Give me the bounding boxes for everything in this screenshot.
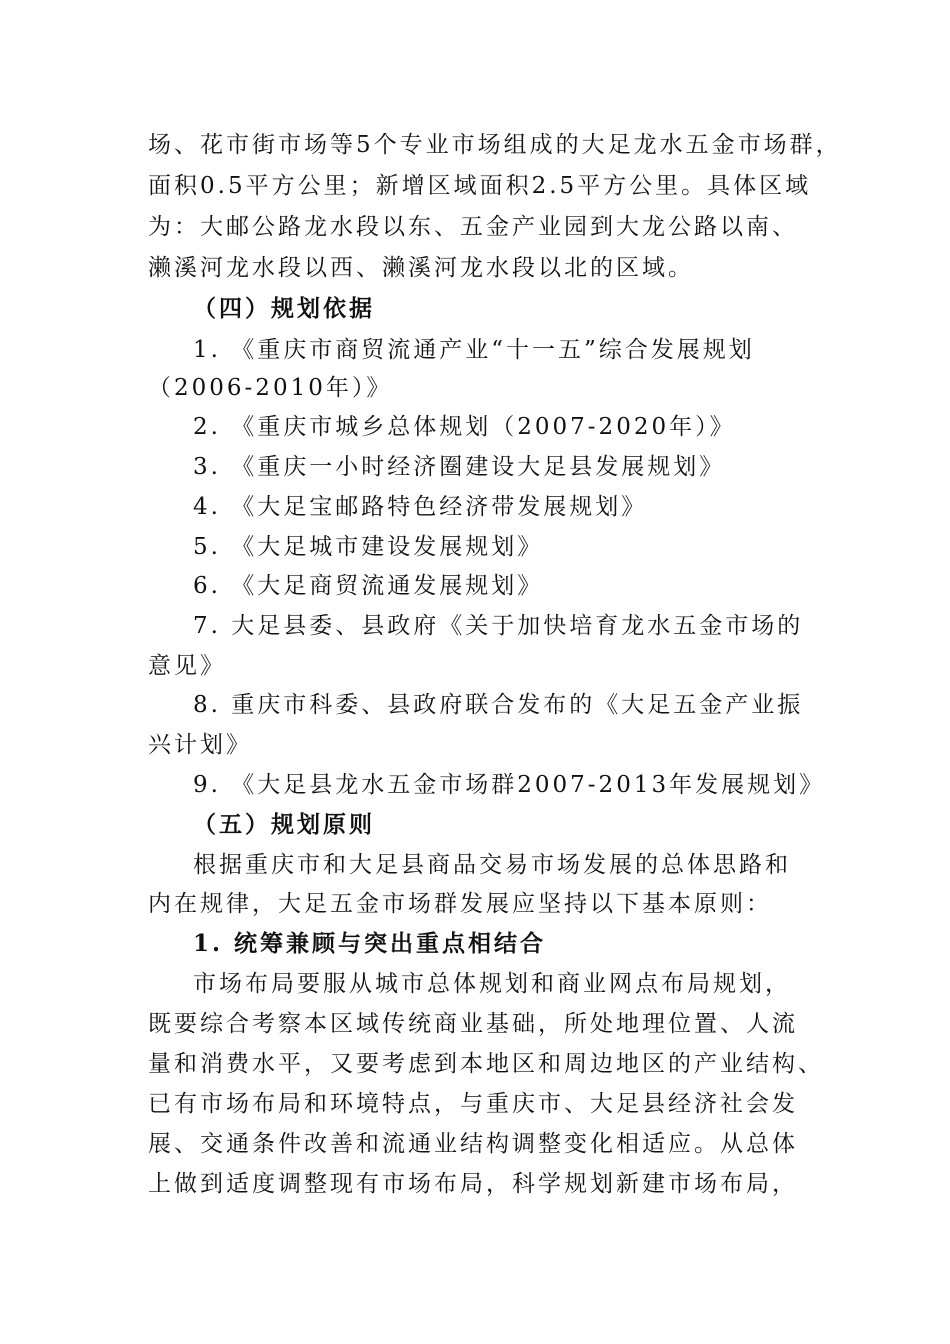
- paragraph-line: 上做到适度调整现有市场布局，科学规划新建市场布局，: [148, 1171, 798, 1197]
- list-item: 4. 《大足宝邮路特色经济带发展规划》: [193, 494, 648, 520]
- list-item: 7. 大足县委、县政府《关于加快培育龙水五金市场的: [193, 613, 804, 639]
- paragraph-line: 展、交通条件改善和流通业结构调整变化相适应。从总体: [148, 1131, 798, 1157]
- paragraph-line: 场、花市街市场等5个专业市场组成的大足龙水五金市场群，: [148, 132, 842, 158]
- paragraph-line: 量和消费水平，又要考虑到本地区和周边地区的产业结构、: [148, 1051, 824, 1077]
- list-item-continuation: 兴计划》: [148, 732, 252, 758]
- list-item: 3. 《重庆一小时经济圈建设大足县发展规划》: [193, 454, 726, 480]
- subsection-heading: 1. 统筹兼顾与突出重点相结合: [193, 930, 547, 957]
- section-heading: （四）规划依据: [193, 295, 375, 322]
- list-item-continuation: （2006-2010年）》: [148, 375, 393, 401]
- list-item: 8. 重庆市科委、县政府联合发布的《大足五金产业振: [193, 692, 804, 718]
- section-heading: （五）规划原则: [193, 811, 375, 838]
- paragraph-line: 市场布局要服从城市总体规划和商业网点布局规划，: [193, 971, 791, 997]
- list-item: 6. 《大足商贸流通发展规划》: [193, 573, 544, 599]
- paragraph-line: 已有市场布局和环境特点，与重庆市、大足县经济社会发: [148, 1091, 798, 1117]
- list-item: 2. 《重庆市城乡总体规划（2007-2020年）》: [193, 414, 736, 440]
- paragraph-line: 根据重庆市和大足县商品交易市场发展的总体思路和: [193, 852, 791, 878]
- paragraph-line: 为：大邮公路龙水段以东、五金产业园到大龙公路以南、: [148, 214, 798, 240]
- list-item: 9. 《大足县龙水五金市场群2007-2013年发展规划》: [193, 772, 826, 798]
- paragraph-line: 面积0.5平方公里；新增区域面积2.5平方公里。具体区域: [148, 173, 812, 199]
- list-item: 5. 《大足城市建设发展规划》: [193, 534, 544, 560]
- paragraph-line: 既要综合考察本区域传统商业基础，所处地理位置、人流: [148, 1011, 798, 1037]
- paragraph-line: 濑溪河龙水段以西、濑溪河龙水段以北的区域。: [148, 255, 694, 281]
- list-item-continuation: 意见》: [148, 653, 226, 679]
- list-item: 1. 《重庆市商贸流通产业“十一五”综合发展规划: [193, 337, 755, 363]
- paragraph-line: 内在规律，大足五金市场群发展应坚持以下基本原则：: [148, 891, 772, 917]
